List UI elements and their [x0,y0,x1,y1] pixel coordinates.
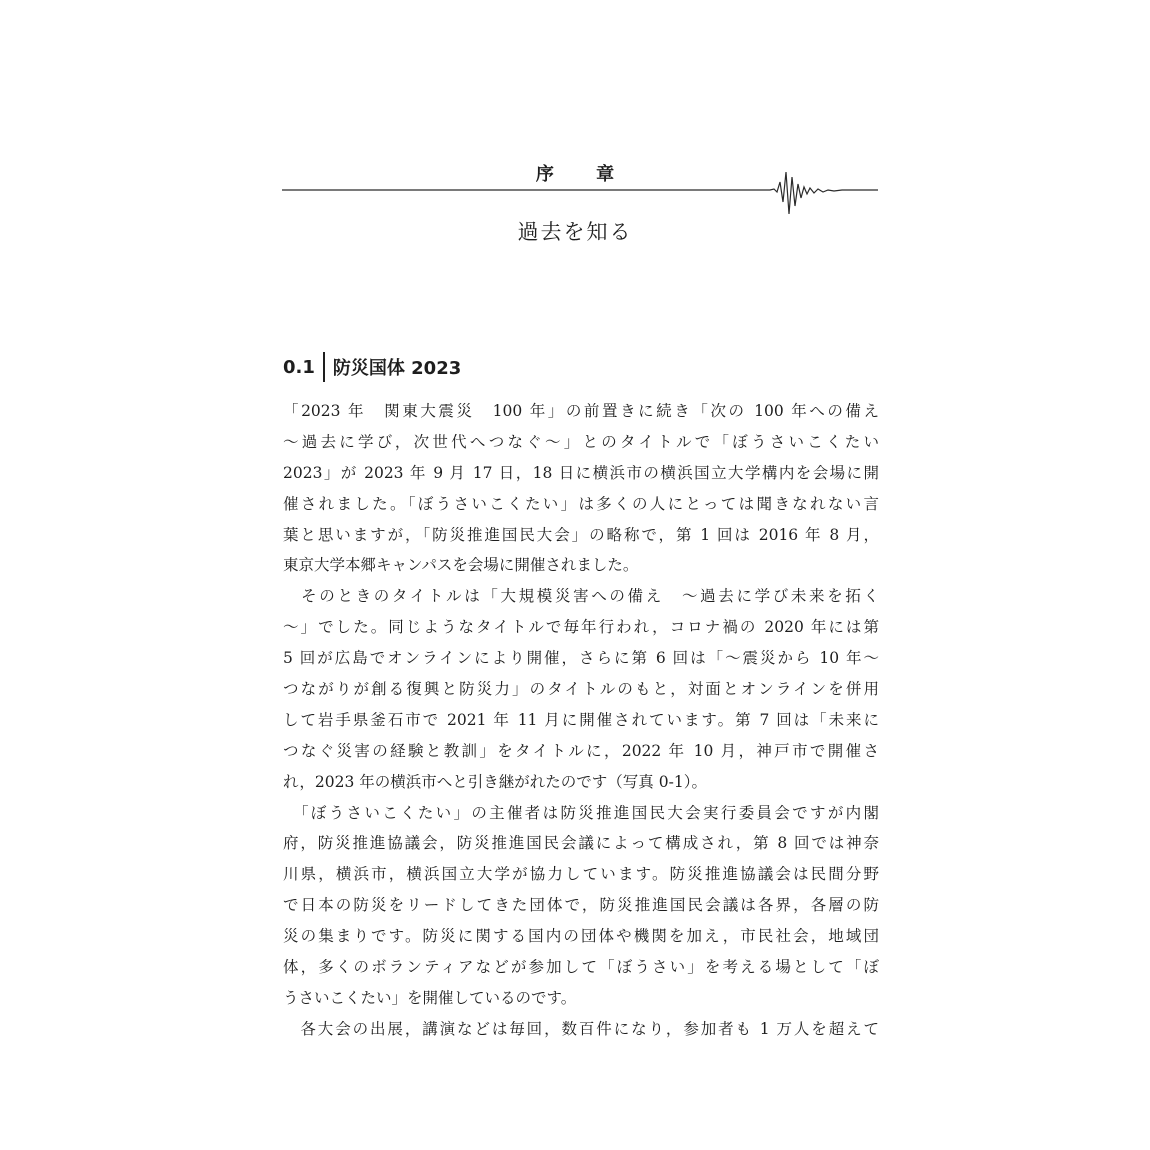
text-line: うさいこくたい」を開催しているのです。 [283,988,577,1007]
text-line: 川県，横浜市，横浜国立大学が協力しています。防災推進協議会は民間分野 [283,865,879,884]
text-line: 5 回が広島でオンラインにより開催，さらに第 6 回は「～震災から 10 年～ [283,649,879,668]
text-line: そのときのタイトルは「大規模災害への備え ～過去に学び未来を拓く [283,587,879,606]
section-divider [323,352,325,382]
text-line: 体，多くのボランティアなどが参加して「ぼうさい」を考える場として「ぼ [283,958,879,977]
text-line: で日本の防災をリードしてきた団体で，防災推進国民会議は各界，各層の防 [283,896,879,915]
text-line: 催されました。「ぼうさいこくたい」は多くの人にとっては聞きなれない言 [283,494,879,513]
text-line: 「ぼうさいこくたい」の主催者は防災推進国民大会実行委員会ですが内閣 [283,803,879,822]
text-line: つなぐ災害の経験と教訓」をタイトルに，2022 年 10 月，神戸市で開催さ [283,741,879,760]
chapter-title: 過去を知る [517,220,633,244]
text-line: 2023」が 2023 年 9 月 17 日，18 日に横浜市の横浜国立大学構内を会場に開 [283,463,879,482]
text-line: して岩手県釜石市で 2021 年 11 月に開催されています。第 7 回は「未来に [283,710,879,729]
text-line: れ，2023 年の横浜市へと引き継がれたのです（写真 0-1）。 [283,772,707,791]
text-line: つながりが創る復興と防災力」のタイトルのもと，対面とオンラインを併用 [283,680,879,699]
body-text [283,396,879,1045]
text-line: 府，防災推進協議会，防災推進国民会議によって構成され，第 8 回では神奈 [283,834,879,853]
text-line: 葉と思いますが，「防災推進国民大会」の略称で，第 1 回は 2016 年 8 月， [283,525,879,544]
text-line: 各大会の出展，講演などは毎回，数百件になり，参加者も 1 万人を超えて [283,1019,879,1038]
chapter-label: 序 章 [535,164,633,185]
section-heading [283,352,461,382]
section-number: 0.1 [283,356,315,378]
text-line: 災の集まりです。防災に関する国内の団体や機関を加え，市民社会，地域団 [283,927,879,946]
text-line: ～過去に学び，次世代へつなぐ～」とのタイトルで「ぼうさいこくたい [283,432,879,451]
text-line: 東京大学本郷キャンパスを会場に開催されました。 [283,556,639,575]
seismograph-rule-icon [282,168,878,218]
text-line: ～」でした。同じようなタイトルで毎年行われ，コロナ禍の 2020 年には第 [283,618,879,637]
text-line: 「2023 年 関東大震災 100 年」の前置きに続き「次の 100 年への備え [283,402,879,420]
section-title: 防災国体 2023 [332,358,462,379]
